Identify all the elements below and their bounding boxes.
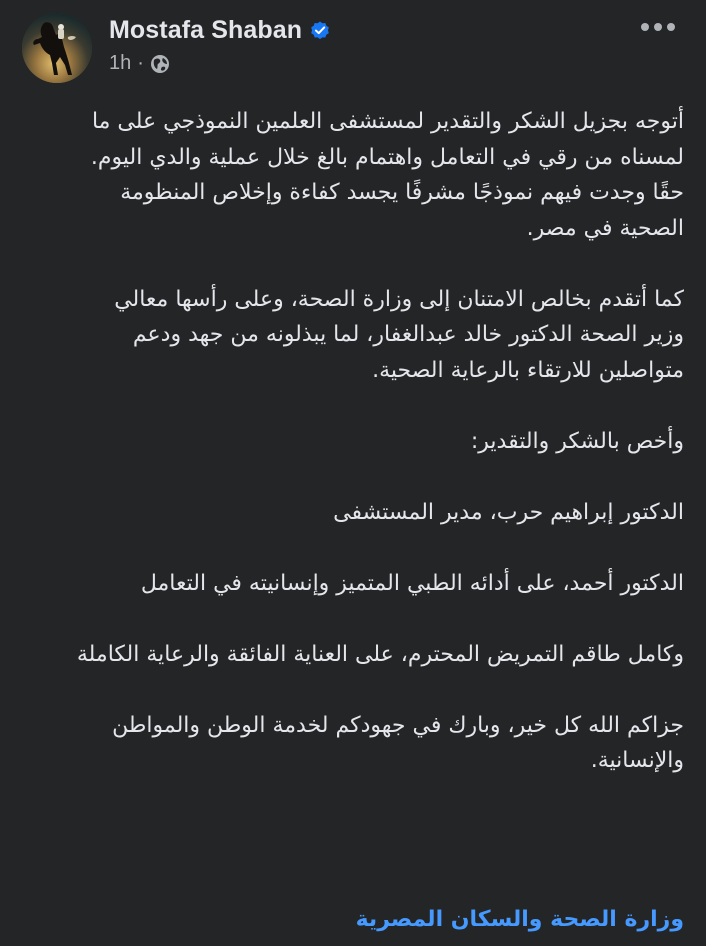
paragraph-thanks-hospital xyxy=(20,104,684,246)
more-options-icon-dot xyxy=(654,23,662,31)
text-line: الصحية في مصر. xyxy=(526,215,684,241)
more-options-icon-dot xyxy=(667,23,675,31)
author-row xyxy=(109,14,331,46)
verified-badge-icon xyxy=(309,19,331,41)
author-avatar[interactable] xyxy=(22,13,92,83)
text-line: الدكتور إبراهيم حرب، مدير المستشفى xyxy=(333,499,684,525)
more-options-icon-dot xyxy=(641,23,649,31)
text-line: وكامل طاقم التمريض المحترم، على العناية الفائقة والرعاية الكاملة xyxy=(76,641,684,667)
paragraph-closing xyxy=(20,708,684,779)
text-line: لمسناه من رقي في التعامل واهتمام بالغ خلال عملية والدي اليوم. xyxy=(90,144,684,170)
text-line: وأخص بالشكر والتقدير: xyxy=(470,428,684,454)
paragraph-hospital-director xyxy=(20,495,684,531)
text-line: وزير الصحة الدكتور خالد عبدالغفار، لما يبذلونه من جهد ودعم xyxy=(132,322,684,347)
text-line: جزاكم الله كل خير، وبارك في جهودكم لخدمة الوطن والمواطن xyxy=(112,712,684,738)
post-timestamp[interactable]: 1h xyxy=(109,52,132,74)
horse-rider-image xyxy=(22,13,92,83)
author-name[interactable]: Mostafa Shaban xyxy=(109,15,303,44)
text-line: أتوجه بجزيل الشكر والتقدير لمستشفى العلمين النموذجي على ما xyxy=(91,109,684,134)
text-line: حقًا وجدت فيهم نموذجًا مشرفًا يجسد كفاءة وإخلاص المنظومة xyxy=(120,180,684,205)
more-options-button[interactable] xyxy=(638,14,678,40)
text-line: الدكتور أحمد، على أدائه الطبي المتميز وإنسانيته في التعامل xyxy=(140,570,684,596)
paragraph-thanks-ministry xyxy=(20,282,684,389)
text-line: كما أتقدم بخالص الامتنان إلى وزارة الصحة، وعلى رأسها معالي xyxy=(114,286,684,312)
globe-icon[interactable] xyxy=(150,54,170,74)
post-body xyxy=(20,104,684,814)
text-line: متواصلين للارتقاء بالرعاية الصحية. xyxy=(372,357,684,383)
paragraph-nursing-staff xyxy=(20,637,684,673)
text-line: والإنسانية. xyxy=(590,748,684,773)
paragraph-doctor-ahmed xyxy=(20,566,684,602)
paragraph-special-thanks xyxy=(20,424,684,460)
post-header xyxy=(0,0,706,96)
meta-separator: · xyxy=(137,52,144,74)
post-meta xyxy=(109,52,170,75)
tagged-page-link[interactable]: وزارة الصحة والسكان المصرية xyxy=(355,907,684,932)
